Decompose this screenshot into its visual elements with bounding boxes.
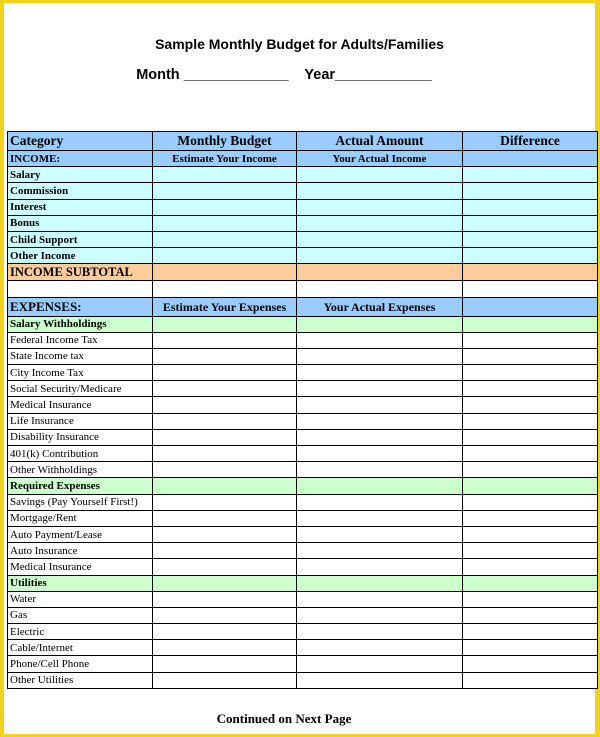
column-header-actual-amount: Actual Amount: [297, 132, 463, 151]
actual-amount-cell[interactable]: [297, 332, 463, 348]
section-header-row: [8, 575, 598, 591]
expense-row: [8, 462, 598, 478]
difference-cell[interactable]: [463, 264, 598, 281]
difference-cell[interactable]: [463, 526, 598, 542]
actual-amount-cell[interactable]: [297, 607, 463, 623]
actual-amount-cell[interactable]: [297, 494, 463, 510]
category-cell: Phone/Cell Phone: [8, 656, 153, 672]
expense-row: [8, 607, 598, 623]
category-cell: City Income Tax: [8, 365, 153, 381]
category-cell: Bonus: [8, 215, 153, 231]
category-cell: Salary: [8, 167, 153, 183]
category-cell: 401(k) Contribution: [8, 446, 153, 462]
expense-row: [8, 348, 598, 364]
income-row: [8, 199, 598, 215]
difference-cell[interactable]: [463, 607, 598, 623]
difference-cell[interactable]: [463, 248, 598, 264]
category-cell: Interest: [8, 199, 153, 215]
expenses-header-row: [8, 297, 598, 316]
actual-amount-cell[interactable]: [297, 575, 463, 591]
monthly-budget-cell[interactable]: [153, 656, 297, 672]
expense-row: [8, 624, 598, 640]
actual-amount-cell[interactable]: [297, 413, 463, 429]
monthly-budget-cell[interactable]: [153, 607, 297, 623]
actual-amount-cell[interactable]: [297, 672, 463, 688]
monthly-budget-cell[interactable]: [153, 575, 297, 591]
expense-row: [8, 413, 598, 429]
monthly-budget-cell[interactable]: [153, 183, 297, 199]
expense-row: [8, 332, 598, 348]
category-cell: Electric: [8, 624, 153, 640]
difference-cell[interactable]: [463, 381, 598, 397]
actual-amount-cell[interactable]: [297, 510, 463, 526]
monthly-budget-cell[interactable]: [153, 167, 297, 183]
difference-cell[interactable]: [463, 543, 598, 559]
budget-page: [4, 3, 595, 734]
difference-cell[interactable]: [463, 183, 598, 199]
category-cell: INCOME SUBTOTAL: [8, 264, 153, 281]
category-cell: Utilities: [8, 575, 153, 591]
difference-cell[interactable]: [463, 656, 598, 672]
expense-row: [8, 559, 598, 575]
actual-amount-cell[interactable]: [297, 397, 463, 413]
actual-amount-cell[interactable]: [297, 215, 463, 231]
monthly-budget-cell[interactable]: [153, 397, 297, 413]
month-year-line: Month _____________ Year____________: [136, 67, 432, 83]
actual-amount-cell[interactable]: [297, 365, 463, 381]
category-cell: Savings (Pay Yourself First!): [8, 494, 153, 510]
actual-amount-cell[interactable]: [297, 656, 463, 672]
category-cell: Life Insurance: [8, 413, 153, 429]
difference-cell[interactable]: [463, 215, 598, 231]
expense-row: [8, 640, 598, 656]
category-cell: Auto Insurance: [8, 543, 153, 559]
monthly-budget-cell: Estimate Your Expenses: [153, 297, 297, 316]
budget-table: [7, 131, 598, 689]
category-cell: Social Security/Medicare: [8, 381, 153, 397]
expense-row: [8, 672, 598, 688]
expense-row: [8, 494, 598, 510]
actual-amount-cell[interactable]: [297, 559, 463, 575]
category-cell: Medical Insurance: [8, 559, 153, 575]
monthly-budget-cell[interactable]: [153, 348, 297, 364]
monthly-budget-cell[interactable]: [153, 264, 297, 281]
actual-amount-cell[interactable]: [297, 348, 463, 364]
difference-cell[interactable]: [463, 446, 598, 462]
difference-cell[interactable]: [463, 348, 598, 364]
actual-amount-cell[interactable]: [297, 640, 463, 656]
actual-amount-cell[interactable]: [297, 462, 463, 478]
actual-amount-cell[interactable]: [297, 446, 463, 462]
actual-amount-cell[interactable]: [297, 316, 463, 332]
expense-row: [8, 526, 598, 542]
monthly-budget-cell[interactable]: [153, 248, 297, 264]
actual-amount-cell[interactable]: [297, 199, 463, 215]
difference-cell[interactable]: [463, 397, 598, 413]
expense-row: [8, 656, 598, 672]
category-cell: Other Income: [8, 248, 153, 264]
spacer-row: [8, 281, 598, 297]
monthly-budget-cell[interactable]: [153, 478, 297, 494]
actual-amount-cell[interactable]: [297, 591, 463, 607]
difference-cell[interactable]: [463, 494, 598, 510]
category-cell: Medical Insurance: [8, 397, 153, 413]
expenses-label: EXPENSES:: [8, 297, 153, 316]
category-cell: Cable/Internet: [8, 640, 153, 656]
monthly-budget-cell[interactable]: [153, 381, 297, 397]
category-cell: Water: [8, 591, 153, 607]
income-row: [8, 167, 598, 183]
monthly-budget-cell[interactable]: [153, 591, 297, 607]
difference-cell[interactable]: [463, 199, 598, 215]
category-cell: Gas: [8, 607, 153, 623]
actual-amount-cell[interactable]: [297, 478, 463, 494]
difference-cell[interactable]: [463, 624, 598, 640]
expense-row: [8, 429, 598, 445]
actual-amount-cell[interactable]: [297, 624, 463, 640]
category-cell: Required Expenses: [8, 478, 153, 494]
difference-cell[interactable]: [463, 231, 598, 247]
difference-cell[interactable]: [463, 332, 598, 348]
income-row: [8, 231, 598, 247]
expense-row: [8, 446, 598, 462]
column-header-monthly-budget: Monthly Budget: [153, 132, 297, 151]
income-estimate-label: Estimate Your Income: [153, 151, 297, 167]
category-cell: Auto Payment/Lease: [8, 526, 153, 542]
category-cell: Mortgage/Rent: [8, 510, 153, 526]
category-cell: State Income tax: [8, 348, 153, 364]
monthly-budget-cell[interactable]: [153, 526, 297, 542]
income-actual-label: Your Actual Income: [297, 151, 463, 167]
difference-cell[interactable]: [463, 672, 598, 688]
monthly-budget-cell[interactable]: [153, 316, 297, 332]
monthly-budget-cell[interactable]: [153, 494, 297, 510]
difference-cell[interactable]: [463, 575, 598, 591]
column-header-row: [8, 132, 598, 151]
difference-cell[interactable]: [463, 316, 598, 332]
category-cell: Disability Insurance: [8, 429, 153, 445]
actual-amount-cell: Your Actual Expenses: [297, 297, 463, 316]
income-label: INCOME:: [8, 151, 153, 167]
column-header-category: Category: [8, 132, 153, 151]
actual-amount-cell[interactable]: [297, 281, 463, 297]
column-header-difference: Difference: [463, 132, 598, 151]
category-cell: Salary Withholdings: [8, 316, 153, 332]
actual-amount-cell[interactable]: [297, 231, 463, 247]
actual-amount-cell[interactable]: [297, 167, 463, 183]
category-cell: Child Support: [8, 231, 153, 247]
monthly-budget-cell[interactable]: [153, 543, 297, 559]
category-cell: Commission: [8, 183, 153, 199]
expense-row: [8, 381, 598, 397]
category-cell: Other Utilities: [8, 672, 153, 688]
monthly-budget-cell[interactable]: [153, 510, 297, 526]
income-row: [8, 248, 598, 264]
monthly-budget-cell[interactable]: [153, 199, 297, 215]
monthly-budget-cell[interactable]: [153, 624, 297, 640]
difference-cell[interactable]: [463, 559, 598, 575]
expense-row: [8, 365, 598, 381]
actual-amount-cell[interactable]: [297, 381, 463, 397]
income-difference-cell: [463, 151, 598, 167]
category-cell: Federal Income Tax: [8, 332, 153, 348]
monthly-budget-cell[interactable]: [153, 332, 297, 348]
page-title: Sample Monthly Budget for Adults/Families: [155, 36, 444, 52]
actual-amount-cell[interactable]: [297, 429, 463, 445]
monthly-budget-cell[interactable]: [153, 413, 297, 429]
income-row: [8, 183, 598, 199]
continued-note: Continued on Next Page: [216, 711, 352, 726]
monthly-budget-cell[interactable]: [153, 365, 297, 381]
difference-cell[interactable]: [463, 462, 598, 478]
monthly-budget-cell[interactable]: [153, 462, 297, 478]
monthly-budget-cell[interactable]: [153, 429, 297, 445]
actual-amount-cell[interactable]: [297, 543, 463, 559]
actual-amount-cell[interactable]: [297, 248, 463, 264]
income-subtotal-row: [8, 264, 598, 281]
income-row: [8, 215, 598, 231]
actual-amount-cell[interactable]: [297, 264, 463, 281]
monthly-budget-cell[interactable]: [153, 446, 297, 462]
actual-amount-cell[interactable]: [297, 526, 463, 542]
monthly-budget-cell[interactable]: [153, 672, 297, 688]
section-header-row: [8, 316, 598, 332]
difference-cell[interactable]: [463, 429, 598, 445]
difference-cell[interactable]: [463, 365, 598, 381]
expense-row: [8, 510, 598, 526]
difference-cell[interactable]: [463, 510, 598, 526]
actual-amount-cell[interactable]: [297, 183, 463, 199]
expense-row: [8, 591, 598, 607]
difference-cell[interactable]: [463, 167, 598, 183]
difference-cell[interactable]: [463, 478, 598, 494]
difference-cell[interactable]: [463, 413, 598, 429]
expense-row: [8, 543, 598, 559]
category-cell: [8, 281, 153, 297]
category-cell: Other Withholdings: [8, 462, 153, 478]
difference-cell[interactable]: [463, 640, 598, 656]
difference-cell[interactable]: [463, 591, 598, 607]
monthly-budget-cell[interactable]: [153, 559, 297, 575]
monthly-budget-cell[interactable]: [153, 231, 297, 247]
section-header-row: [8, 478, 598, 494]
monthly-budget-cell[interactable]: [153, 640, 297, 656]
difference-cell[interactable]: [463, 297, 598, 316]
difference-cell[interactable]: [463, 281, 598, 297]
monthly-budget-cell[interactable]: [153, 281, 297, 297]
monthly-budget-cell[interactable]: [153, 215, 297, 231]
income-header-row: [8, 151, 598, 167]
expense-row: [8, 397, 598, 413]
